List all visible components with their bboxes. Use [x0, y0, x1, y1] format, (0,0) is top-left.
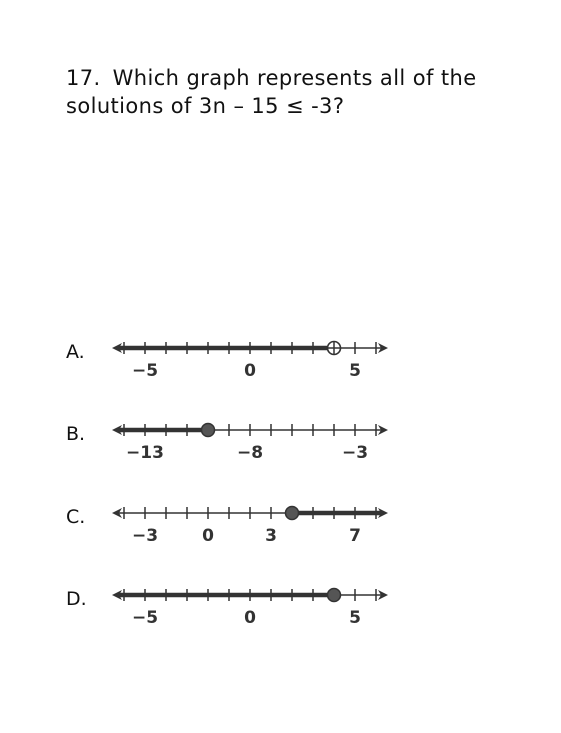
- closed-endpoint: [286, 507, 299, 520]
- tick-label: 0: [244, 608, 256, 628]
- tick-label: −3: [341, 443, 369, 463]
- number-line: [100, 338, 400, 398]
- number-line: [100, 503, 400, 563]
- tick-label: −5: [131, 361, 159, 381]
- option-c[interactable]: [0, 505, 561, 575]
- option-letter: C.: [66, 506, 86, 528]
- tick-label: −3: [131, 526, 159, 546]
- option-letter: B.: [66, 423, 86, 445]
- option-a[interactable]: [0, 340, 561, 410]
- question-number: 17.: [66, 66, 101, 90]
- number-line: [100, 585, 400, 645]
- option-b[interactable]: [0, 422, 561, 492]
- tick-label: −8: [236, 443, 264, 463]
- tick-label: 0: [202, 526, 214, 546]
- question-body: Which graph represents all of the solutions of 3n – 15 ≤ -3?: [66, 66, 477, 118]
- tick-label: 5: [349, 608, 361, 628]
- tick-label: 0: [244, 361, 256, 381]
- tick-label: −5: [131, 608, 159, 628]
- option-d[interactable]: [0, 587, 561, 657]
- option-letter: A.: [66, 341, 85, 363]
- tick-label: 5: [349, 361, 361, 381]
- option-letter: D.: [66, 588, 87, 610]
- closed-endpoint: [328, 589, 341, 602]
- tick-label: −13: [126, 443, 164, 463]
- tick-label: 7: [349, 526, 361, 546]
- closed-endpoint: [202, 424, 215, 437]
- tick-label: 3: [265, 526, 277, 546]
- question-text: [66, 64, 536, 120]
- number-line: [100, 420, 400, 480]
